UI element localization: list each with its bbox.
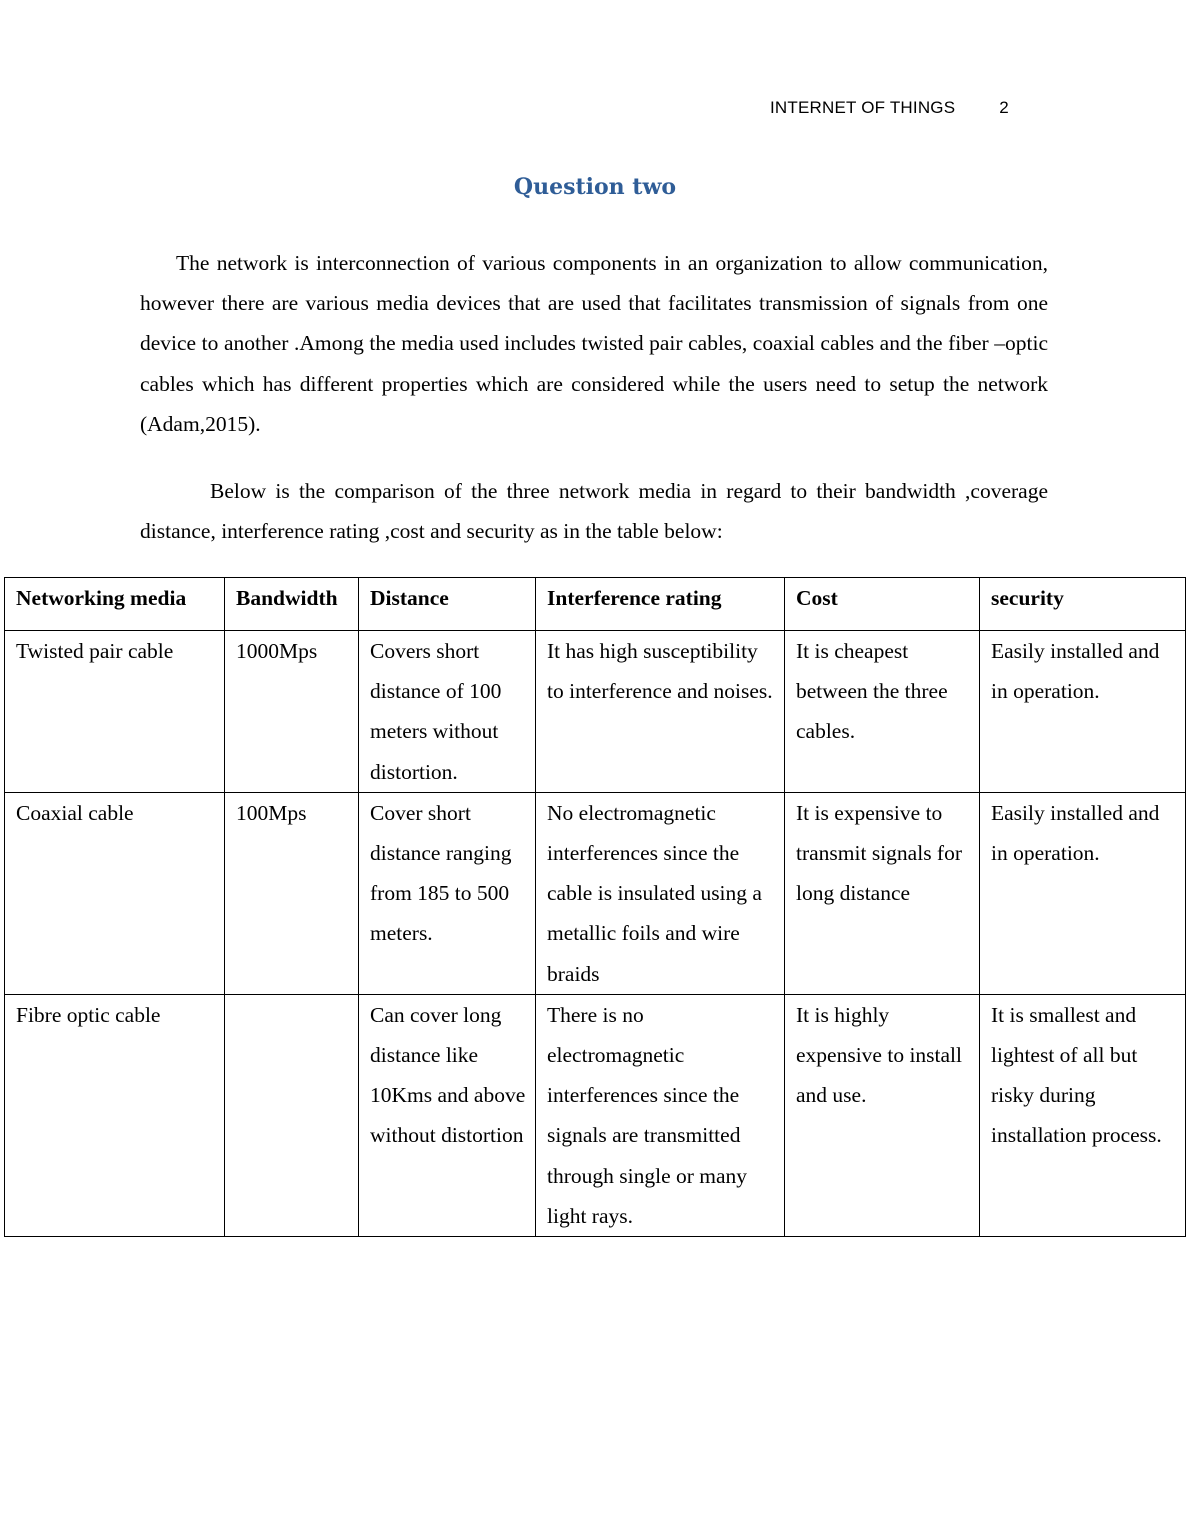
cell-bandwidth <box>225 994 359 1236</box>
table-row <box>5 792 1186 994</box>
cell-security: It is smallest and lightest of all but risky during installation process. <box>980 994 1186 1236</box>
cell-bandwidth: 100Mps <box>225 792 359 994</box>
cell-distance: Cover short distance ranging from 185 to 500 meters. <box>359 792 536 994</box>
cell-cost: It is expensive to transmit signals for long distance <box>785 792 980 994</box>
cell-interference: It has high susceptibility to interference and noises. <box>536 631 785 793</box>
page-number: 2 <box>999 98 1009 117</box>
cell-distance: Can cover long distance like 10Kms and above without distortion <box>359 994 536 1236</box>
header-cost: Cost <box>785 578 980 631</box>
comparison-intro-paragraph: Below is the comparison of the three network media in regard to their bandwidth ,coverage distance, interference rating ,cost and security as in the table below: <box>140 479 1048 544</box>
intro-paragraph: The network is interconnection of various components in an organization to allow communication, however there are various media devices that are used that facilitates transmission of signals from one device to another .Among the media used includes twisted pair cables, coaxial cables and the fiber –optic cables which has different properties which are considered while the users need to setup the network (Adam,2015). <box>140 251 1048 436</box>
cell-media: Fibre optic cable <box>5 994 225 1236</box>
cell-cost: It is highly expensive to install and use. <box>785 994 980 1236</box>
running-title: INTERNET OF THINGS <box>770 98 956 117</box>
comparison-table <box>4 577 1186 1237</box>
table-row <box>5 994 1186 1236</box>
cell-bandwidth: 1000Mps <box>225 631 359 793</box>
header-security: security <box>980 578 1186 631</box>
table-row <box>5 631 1186 793</box>
page-title: Question two <box>513 174 677 200</box>
cell-media: Twisted pair cable <box>5 631 225 793</box>
cell-security: Easily installed and in operation. <box>980 792 1186 994</box>
header-bandwidth: Bandwidth <box>225 578 359 631</box>
header-networking-media: Networking media <box>5 578 225 631</box>
table-header-row <box>5 578 1186 631</box>
cell-cost: It is cheapest between the three cables. <box>785 631 980 793</box>
running-header <box>770 98 1009 118</box>
cell-distance: Covers short distance of 100 meters without distortion. <box>359 631 536 793</box>
header-distance: Distance <box>359 578 536 631</box>
header-interference-rating: Interference rating <box>536 578 785 631</box>
cell-security: Easily installed and in operation. <box>980 631 1186 793</box>
cell-media: Coaxial cable <box>5 792 225 994</box>
cell-interference: No electromagnetic interferences since the cable is insulated using a metallic foils and wire braids <box>536 792 785 994</box>
cell-interference: There is no electromagnetic interferences since the signals are transmitted through single or many light rays. <box>536 994 785 1236</box>
